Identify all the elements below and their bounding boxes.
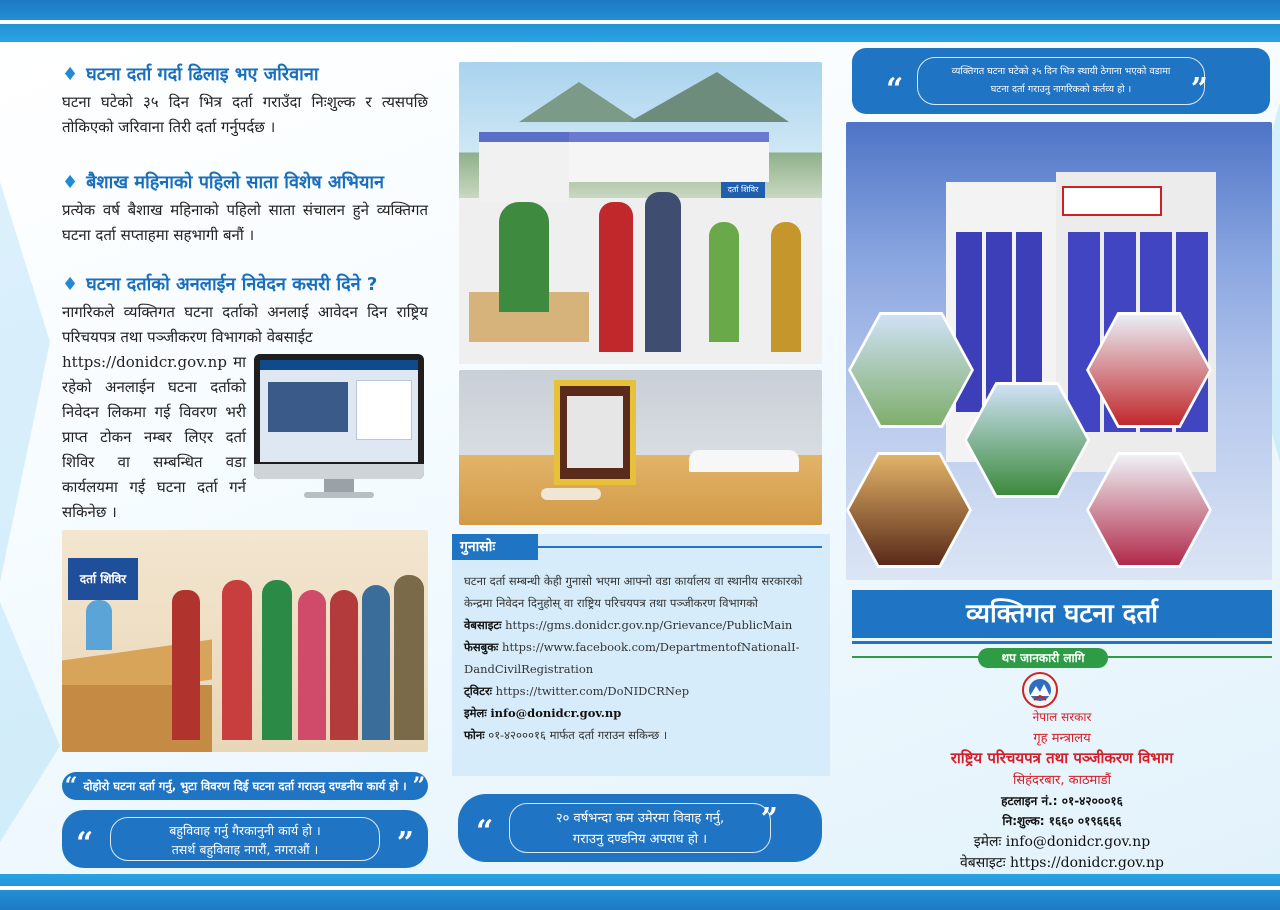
- monitor-illustration: [254, 354, 424, 499]
- facebook-link-cont[interactable]: DandCivilRegistration: [464, 662, 594, 676]
- more-info-label: थप जानकारी लागि: [978, 648, 1108, 668]
- village-office-illustration: [459, 62, 822, 364]
- polygamy-line-1: बहुविवाह गर्नु गैरकानुनी कार्य हो ।: [169, 823, 321, 838]
- polygamy-line-2: तसर्थ बहुविवाह नगरौं, नगराऔं ।: [171, 842, 319, 857]
- top-border: [0, 0, 1280, 42]
- nepal-government-emblem-icon: [1022, 672, 1058, 708]
- ministry-name: गृह मन्त्रालय: [1033, 731, 1091, 746]
- registration-camp-illustration: [62, 530, 428, 752]
- facebook-link[interactable]: https://www.facebook.com/DepartmentofNationalI-: [502, 640, 800, 654]
- office-sign: दर्ता शिविर: [721, 182, 765, 198]
- duty-line-2: घटना दर्ता गराउनु नागरिकको कर्तव्य हो ।: [990, 84, 1132, 95]
- child-marriage-line-2: गराउनु दण्डनिय अपराध हो ।: [572, 832, 708, 847]
- open-quote-icon: “: [76, 826, 94, 861]
- online-text-top: नागरिकले व्यक्तिगत घटना दर्ताको अनलाई आवेदन दिन राष्ट्रिय परिचयपत्र तथा पञ्जीकरण विभागको वेबसाईट: [62, 303, 428, 346]
- brochure-title: व्यक्तिगत घटना दर्ता: [852, 590, 1272, 638]
- section-heading-online: ♦ घटना दर्ताको अनलाईन निवेदन कसरी दिने ?: [62, 274, 378, 295]
- baishakh-text: प्रत्येक वर्ष बैशाख महिनाको पहिलो साता संचालन हुने व्यक्तिगत घटना दर्ता सप्ताहमा सहभागी बनौं ।: [62, 201, 428, 244]
- section-heading-late-fine: ♦ घटना दर्ता गर्दा ढिलाइ भए जरिवाना: [62, 64, 319, 85]
- quote-polygamy: [62, 810, 428, 868]
- grievance-phone: ०१-४२०००१६ मार्फत दर्ता गराउन सकिन्छ ।: [488, 728, 668, 742]
- grievance-website-link[interactable]: https://gms.donidcr.gov.np/Grievance/PublicMain: [505, 618, 793, 632]
- bottom-border: [0, 874, 1280, 910]
- grievance-intro: घटना दर्ता सम्बन्धी केही गुनासो भएमा आफ्नो वडा कार्यालय वा स्थानीय सरकारको केन्द्रमा निवेदन दिनुहोस् वा राष्ट्रिय परिचयपत्र तथा पञ्जीकरण विभागको: [464, 574, 803, 610]
- department-building-illustration: [846, 122, 1272, 580]
- department-name: राष्ट्रिय परिचयपत्र तथा पञ्जीकरण विभाग: [950, 749, 1174, 767]
- grievance-tag: गुनासोः: [452, 534, 538, 560]
- location: सिहंदरबार, काठमाडौं: [1012, 773, 1112, 788]
- open-quote-icon: “: [886, 72, 904, 107]
- section-heading-baishakh: ♦ बैशाख महिनाको पहिलो साता विशेष अभियान: [62, 172, 385, 193]
- gov-name: नेपाल सरकार: [1032, 710, 1092, 724]
- contact-website[interactable]: वेबसाइटः https://donidcr.gov.np: [959, 855, 1164, 871]
- diamond-bullet-icon: ♦: [62, 172, 79, 193]
- diamond-bullet-icon: ♦: [62, 274, 79, 295]
- camp-sign: दर्ता शिविर: [68, 558, 138, 600]
- close-quote-icon: ”: [760, 802, 778, 837]
- duty-line-1: व्यक्तिगत घटना घटेको ३५ दिन भित्र स्थायी ठेगाना भएको वडामा: [951, 66, 1171, 77]
- close-quote-icon: ”: [1190, 72, 1208, 107]
- late-fine-text: घटना घटेको ३५ दिन भित्र दर्ता गराउँदा निःशुल्क र त्यसपछि तोकिएको जरिवाना तिरी दर्ता गर्नुपर्दछ ।: [62, 93, 428, 136]
- contact-email[interactable]: इमेलः info@donidcr.gov.np: [973, 834, 1151, 850]
- grievance-box: गुनासोः घटना दर्ता सम्बन्धी केही गुनासो भएमा आफ्नो वडा कार्यालय वा स्थानीय सरकारको केन्द्रमा निवेदन दिनुहोस् वा राष्ट्रिय परिचयपत्र तथा पञ्जीकरण विभागको वेबसाइटः https://gms.donidcr.gov.np/Grievance/PublicMain फेसबुकः https://www.facebook.com/DepartmentofNationalI- DandCivilRegistration ट्विटरः https://twitter.com/DoNIDCRNep इमेलः info@donidcr.gov.np फोनः ०१-४२०००१६ मार्फत दर्ता गराउन सकिन्छ ।: [452, 534, 830, 776]
- quote-child-marriage: [458, 794, 822, 862]
- quote-duty: [852, 48, 1270, 114]
- tollfree: नि:शुल्क: १६६० ०१९६६६६: [1002, 814, 1122, 828]
- quote-bar-double-registration: “ दोहोरो घटना दर्ता गर्नु, भुटा विवरण दिई घटना दर्ता गराउनु दण्डनीय कार्य हो । ”: [62, 772, 428, 800]
- diamond-bullet-icon: ♦: [62, 64, 79, 85]
- death-registration-illustration: [459, 370, 822, 525]
- online-text-side: https://donidcr.gov.np मा रहेको अनलाईन घटना दर्ताको निवेदन लिकमा गई विवरण भरी प्राप्त टोकन नम्बर लिएर दर्ता शिविर वा सम्बन्धित वडा कार्यलयमा गई घटना दर्ता गर्न सकिनेछ ।: [62, 353, 246, 521]
- child-marriage-line-1: २० वर्षभन्दा कम उमेरमा विवाह गर्नु,: [555, 811, 725, 826]
- twitter-link[interactable]: https://twitter.com/DoNIDCRNep: [495, 684, 690, 698]
- hotline: हटलाइन नं.: ०१-४२०००१६: [1001, 794, 1123, 808]
- close-quote-icon: ”: [396, 826, 414, 861]
- open-quote-icon: “: [476, 814, 494, 849]
- grievance-email[interactable]: info@donidcr.gov.np: [490, 706, 622, 720]
